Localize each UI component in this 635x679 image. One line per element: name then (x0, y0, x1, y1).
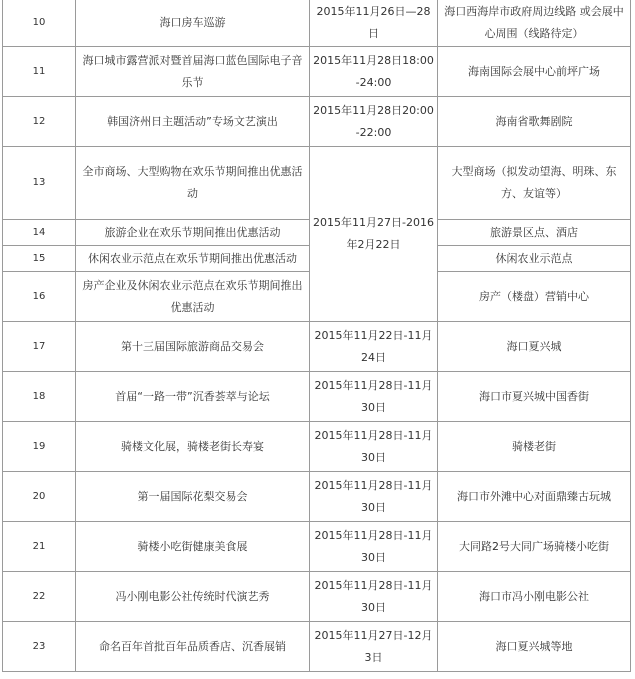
event-schedule-table (2, 0, 631, 672)
event-date: 2015年11月28日20:00-22:00 (310, 97, 438, 147)
table-row (3, 572, 631, 622)
event-name: 房产企业及休闲农业示范点在欢乐节期间推出优惠活动 (76, 272, 310, 322)
event-name: 海口房车巡游 (76, 0, 310, 47)
row-number: 15 (3, 246, 76, 272)
event-venue: 大型商场（拟发动望海、明珠、东方、友谊等） (438, 147, 631, 220)
event-venue: 骑楼老街 (438, 422, 631, 472)
event-venue: 房产（楼盘）营销中心 (438, 272, 631, 322)
event-name: 骑楼小吃街健康美食展 (76, 522, 310, 572)
event-name: 命名百年首批百年品质香店、沉香展销 (76, 622, 310, 672)
event-name: 冯小刚电影公社传统时代演艺秀 (76, 572, 310, 622)
event-venue: 海口市冯小刚电影公社 (438, 572, 631, 622)
table-row (3, 97, 631, 147)
row-number: 17 (3, 322, 76, 372)
table-row (3, 372, 631, 422)
table-row (3, 522, 631, 572)
event-venue: 休闲农业示范点 (438, 246, 631, 272)
event-name: 第一届国际花梨交易会 (76, 472, 310, 522)
event-name: 第十三届国际旅游商品交易会 (76, 322, 310, 372)
table-row (3, 147, 631, 220)
row-number: 11 (3, 47, 76, 97)
table-row (3, 322, 631, 372)
event-venue: 海口市外滩中心对面鼎臻古玩城 (438, 472, 631, 522)
event-name: 旅游企业在欢乐节期间推出优惠活动 (76, 220, 310, 246)
row-number: 18 (3, 372, 76, 422)
event-venue: 旅游景区点、酒店 (438, 220, 631, 246)
event-date: 2015年11月27日-12月3日 (310, 622, 438, 672)
event-date: 2015年11月28日-11月30日 (310, 372, 438, 422)
event-venue: 海口市夏兴城中国香街 (438, 372, 631, 422)
row-number: 22 (3, 572, 76, 622)
table-row (3, 422, 631, 472)
event-date: 2015年11月26日—28日 (310, 0, 438, 47)
event-venue: 海南国际会展中心前坪广场 (438, 47, 631, 97)
event-date: 2015年11月28日-11月30日 (310, 422, 438, 472)
event-venue: 大同路2号大同广场骑楼小吃街 (438, 522, 631, 572)
event-name: 休闲农业示范点在欢乐节期间推出优惠活动 (76, 246, 310, 272)
row-number: 23 (3, 622, 76, 672)
event-date: 2015年11月28日18:00-24:00 (310, 47, 438, 97)
event-date: 2015年11月28日-11月30日 (310, 522, 438, 572)
event-venue: 海口西海岸市政府周边线路 或会展中心周围（线路待定） (438, 0, 631, 47)
row-number: 16 (3, 272, 76, 322)
event-date-merged: 2015年11月27日-2016年2月22日 (310, 147, 438, 322)
event-name: 海口城市露营派对暨首届海口蓝色国际电子音乐节 (76, 47, 310, 97)
row-number: 20 (3, 472, 76, 522)
row-number: 10 (3, 0, 76, 47)
event-date: 2015年11月22日-11月24日 (310, 322, 438, 372)
event-venue: 海口夏兴城等地 (438, 622, 631, 672)
event-venue: 海口夏兴城 (438, 322, 631, 372)
event-name: 首届“一路一带”沉香荟萃与论坛 (76, 372, 310, 422)
row-number: 13 (3, 147, 76, 220)
row-number: 21 (3, 522, 76, 572)
table-row (3, 622, 631, 672)
table-row (3, 472, 631, 522)
event-name: 全市商场、大型购物在欢乐节期间推出优惠活动 (76, 147, 310, 220)
event-venue: 海南省歌舞剧院 (438, 97, 631, 147)
row-number: 14 (3, 220, 76, 246)
event-name: 骑楼文化展，骑楼老街长寿宴 (76, 422, 310, 472)
event-name: 韩国济州日主题活动”专场文艺演出 (76, 97, 310, 147)
table-row (3, 0, 631, 47)
table-row (3, 47, 631, 97)
row-number: 19 (3, 422, 76, 472)
event-date: 2015年11月28日-11月30日 (310, 472, 438, 522)
event-date: 2015年11月28日-11月30日 (310, 572, 438, 622)
row-number: 12 (3, 97, 76, 147)
